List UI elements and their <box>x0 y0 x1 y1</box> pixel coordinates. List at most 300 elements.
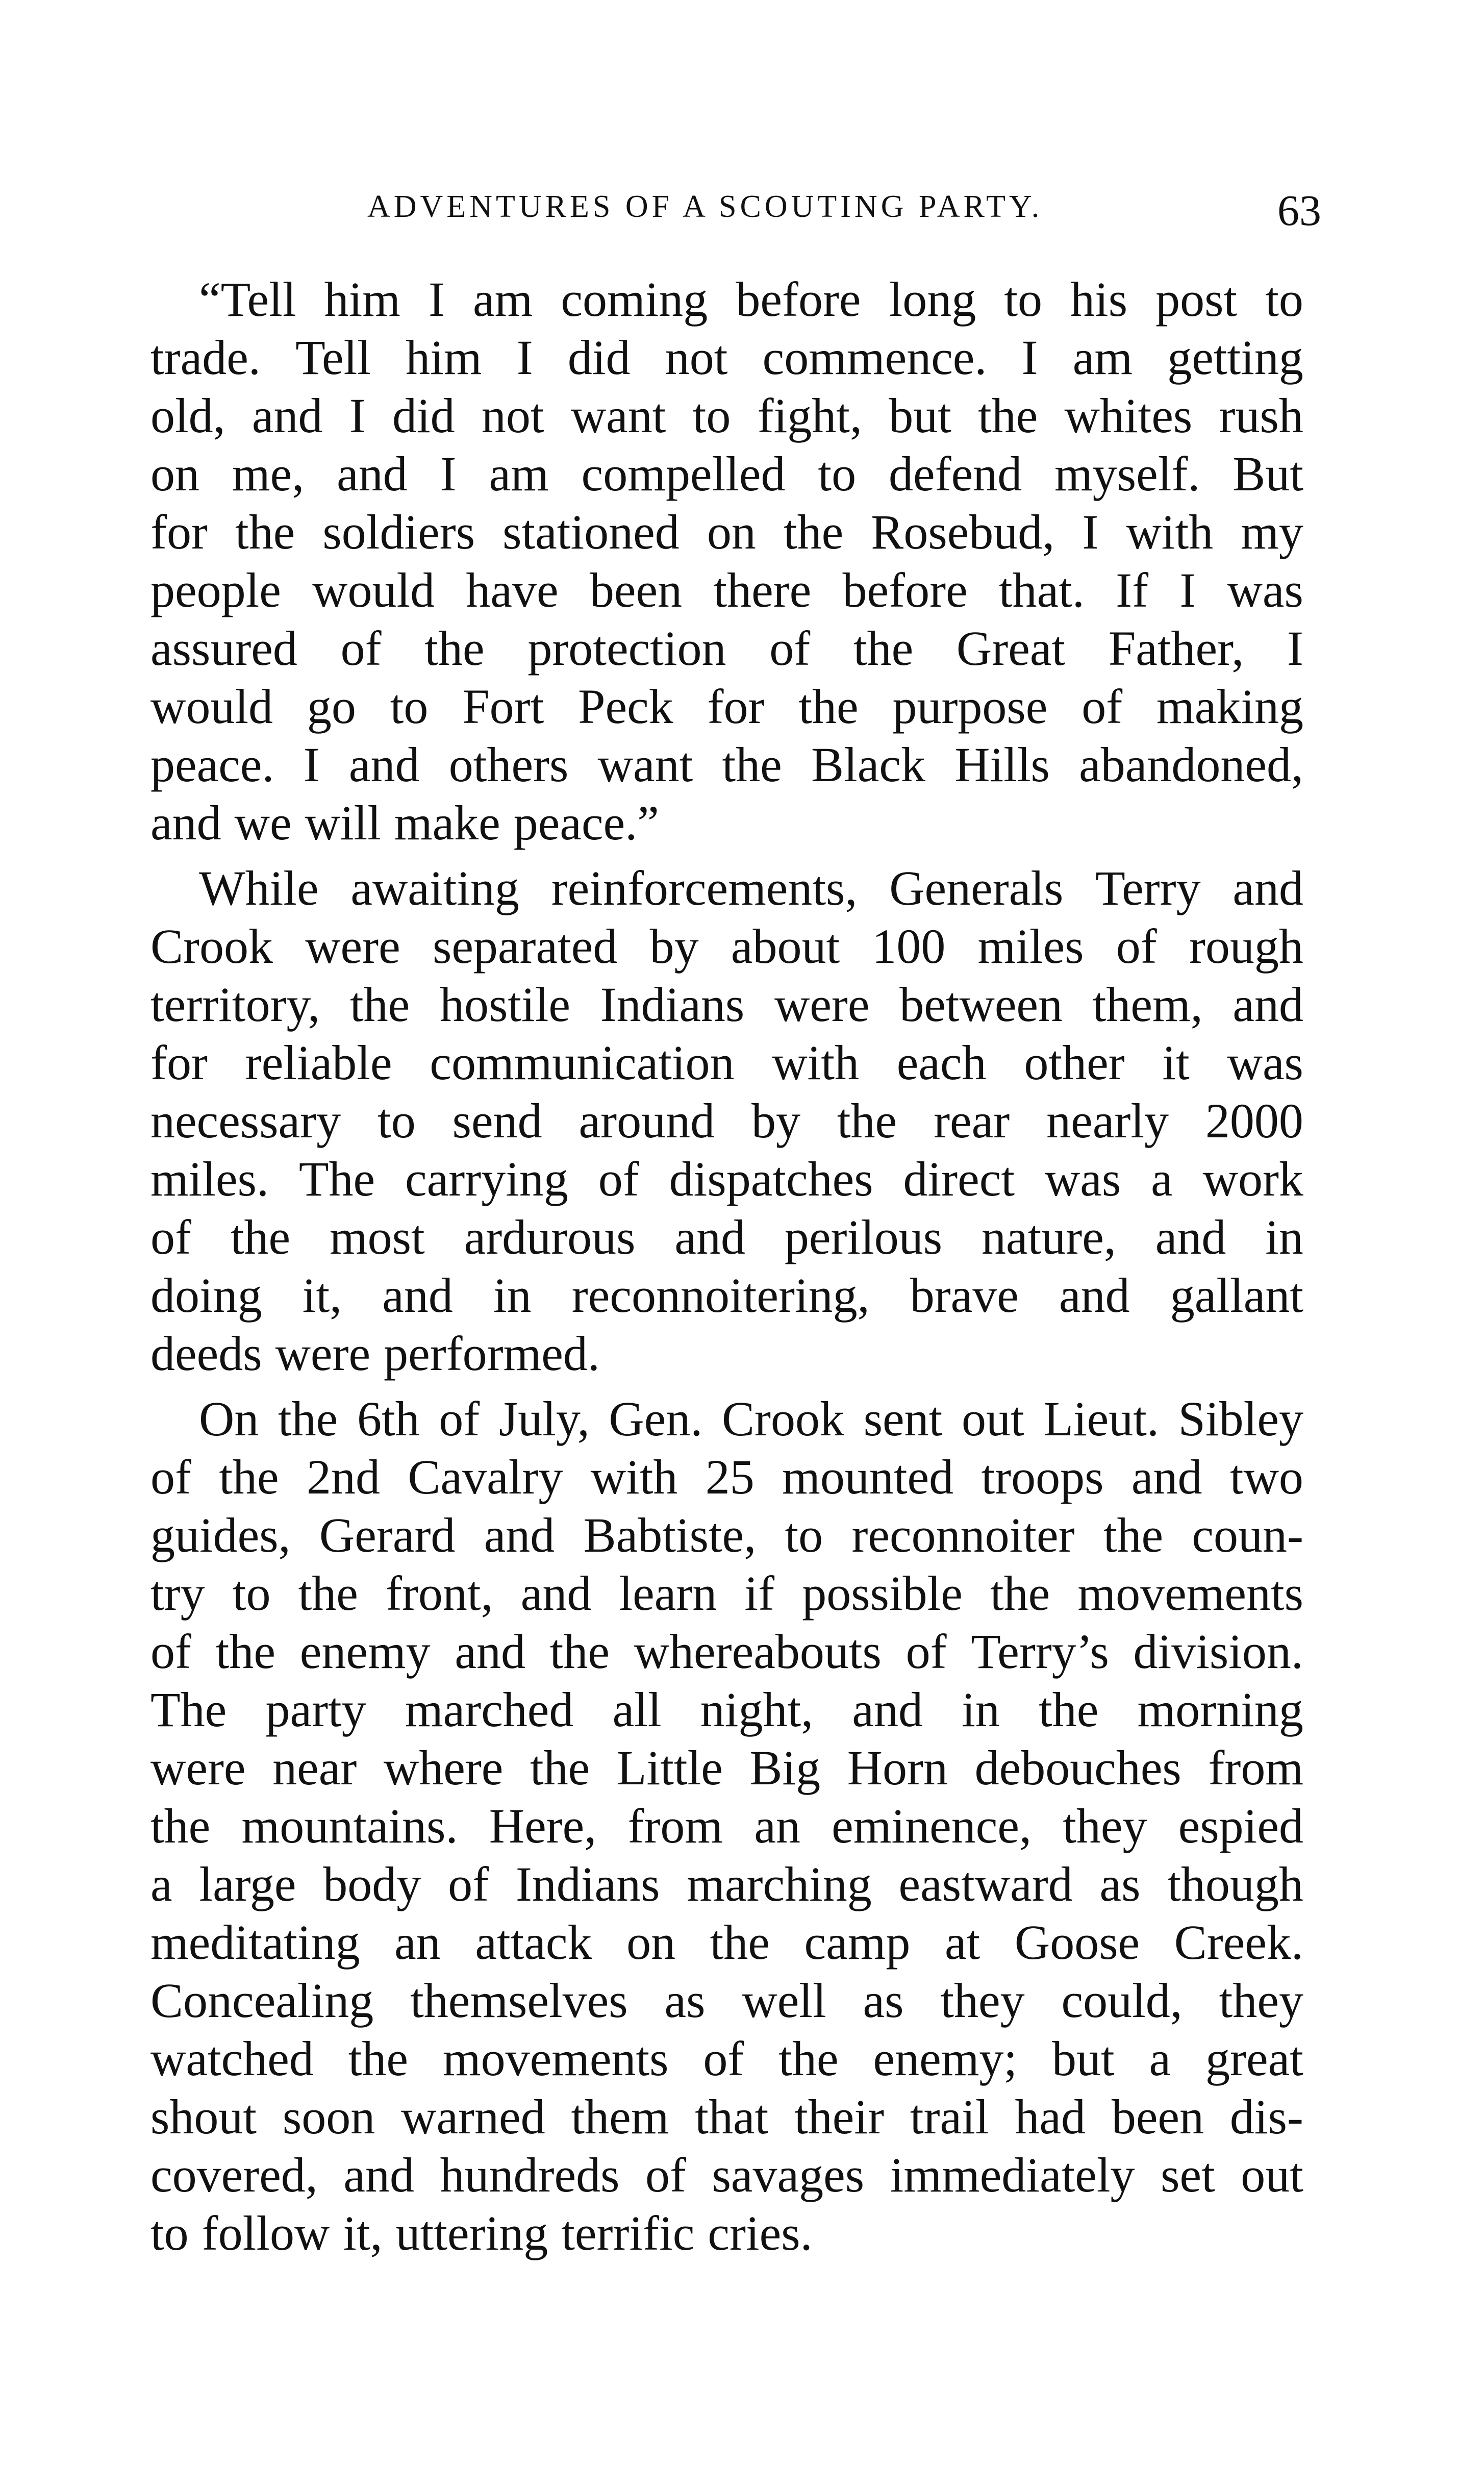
word: Goose <box>1014 1915 1140 1970</box>
word: Terry’s <box>971 1624 1109 1679</box>
word: Father, <box>1108 621 1244 676</box>
word: to <box>1004 272 1042 327</box>
word: it, <box>302 1268 342 1323</box>
body-text <box>150 270 1303 2262</box>
word: trade. <box>150 330 261 385</box>
word: it <box>1162 1035 1190 1090</box>
word: and <box>1155 1210 1226 1264</box>
text-line <box>150 1623 1303 1681</box>
text-line <box>150 1034 1303 1092</box>
word: the <box>853 621 914 676</box>
word: am <box>473 272 533 327</box>
word: of <box>1081 679 1123 734</box>
word: him <box>406 330 482 385</box>
word: whereabouts <box>634 1624 882 1679</box>
text-line <box>150 1855 1303 1913</box>
page-number: 63 <box>1277 186 1321 235</box>
word: the <box>530 1740 590 1795</box>
word: dis- <box>1229 2089 1303 2144</box>
word: Rosebud, <box>871 505 1055 559</box>
word: send <box>452 1093 542 1148</box>
word: brave <box>910 1268 1019 1323</box>
word: with <box>772 1035 859 1090</box>
word: Terry <box>1095 861 1201 915</box>
word: rear <box>934 1093 1010 1148</box>
word: commence. <box>762 330 987 385</box>
word: savages <box>712 2148 865 2202</box>
word: the <box>549 1624 610 1679</box>
word: in <box>1265 1210 1303 1264</box>
word: getting <box>1167 330 1303 385</box>
word: Indians <box>600 977 745 1032</box>
word: post <box>1155 272 1238 327</box>
word: a <box>1151 1152 1173 1206</box>
word: to <box>390 679 429 734</box>
word: did <box>392 388 455 443</box>
word: Little <box>616 1740 723 1795</box>
word: others <box>448 737 569 792</box>
text-line <box>150 1208 1303 1266</box>
word: coun- <box>1192 1508 1303 1562</box>
word: the <box>778 2031 839 2086</box>
word: that. <box>998 563 1085 617</box>
word: reinforcements, <box>551 861 858 915</box>
page-header <box>357 179 1321 235</box>
word: rough <box>1189 919 1303 974</box>
word: between <box>899 977 1063 1032</box>
word: watched <box>150 2031 314 2086</box>
word: go <box>307 679 356 734</box>
word: On <box>199 1391 259 1446</box>
word: his <box>1070 272 1128 327</box>
word: assured <box>150 621 297 676</box>
word: been <box>589 563 683 617</box>
word: for <box>150 505 208 559</box>
word: compelled <box>581 446 786 501</box>
word: there <box>713 563 812 617</box>
word: they <box>940 1973 1025 2028</box>
word: of <box>769 621 811 676</box>
word: and <box>348 737 420 792</box>
text-line <box>150 1506 1303 1564</box>
text-line <box>150 794 1303 852</box>
word: of <box>703 2031 744 2086</box>
text-line <box>150 2088 1303 2146</box>
text-line <box>150 859 1303 917</box>
word: enemy; <box>873 2031 1018 2086</box>
word: if <box>744 1566 775 1621</box>
word: themselves <box>410 1973 628 2028</box>
word: abandoned, <box>1079 737 1303 792</box>
text-line <box>150 387 1303 445</box>
word: enemy <box>299 1624 431 1679</box>
word: me, <box>232 446 305 501</box>
word: stationed <box>502 505 680 559</box>
word: Tell <box>295 330 371 385</box>
paragraph <box>150 1390 1303 2262</box>
word: 6th <box>357 1391 420 1446</box>
word: am <box>1072 330 1133 385</box>
word: awaiting <box>350 861 519 915</box>
word: to <box>1265 272 1303 327</box>
word: them <box>571 2089 669 2144</box>
word: performed. <box>384 1326 600 1381</box>
word: The <box>298 1152 375 1206</box>
word: division. <box>1133 1624 1303 1679</box>
word: out <box>1241 2148 1303 2202</box>
word: reconnoitering, <box>571 1268 870 1323</box>
word: of <box>645 2148 686 2202</box>
text-line <box>150 1564 1303 1623</box>
word: not <box>481 388 544 443</box>
word: of <box>906 1624 947 1679</box>
word: terrific <box>561 2206 695 2260</box>
text-line <box>150 2030 1303 2088</box>
text-line <box>150 1913 1303 1972</box>
word: Lieut. <box>1043 1391 1159 1446</box>
word: attack <box>475 1915 592 1970</box>
word: before <box>842 563 968 617</box>
word: night, <box>700 1682 814 1737</box>
word: Horn <box>847 1740 948 1795</box>
word: front, <box>385 1566 493 1621</box>
word: to <box>785 1508 823 1562</box>
word: Black <box>811 737 925 792</box>
word: Generals <box>889 861 1064 915</box>
word: gallant <box>1170 1268 1303 1323</box>
paragraph-gap <box>150 852 1303 859</box>
word: were <box>774 977 870 1032</box>
word: before <box>736 272 861 327</box>
word: I <box>516 330 533 385</box>
word: Crook <box>722 1391 845 1446</box>
word: I <box>1021 330 1038 385</box>
word: they <box>1219 1973 1303 2028</box>
word: the <box>424 621 485 676</box>
word: where <box>383 1740 504 1795</box>
word: Here, <box>489 1799 597 1853</box>
word: him <box>324 272 400 327</box>
word: protection <box>527 621 726 676</box>
word: all <box>612 1682 662 1737</box>
word: hostile <box>439 977 570 1032</box>
word: reconnoiter <box>851 1508 1075 1562</box>
word: I <box>303 737 320 792</box>
word: with <box>590 1450 678 1504</box>
word: Gen. <box>609 1391 703 1446</box>
word: long <box>889 272 976 327</box>
word: the <box>150 1799 211 1853</box>
word: to <box>232 1566 271 1621</box>
word: eminence, <box>832 1799 1032 1853</box>
word: purpose <box>892 679 1048 734</box>
word: I <box>1082 505 1099 559</box>
word: necessary <box>150 1093 341 1148</box>
text-line <box>150 1092 1303 1150</box>
word: as <box>863 1973 904 2028</box>
word: Gerard <box>319 1508 456 1562</box>
word: mounted <box>782 1450 954 1504</box>
word: about <box>731 919 840 974</box>
word: making <box>1156 679 1303 734</box>
word: whites <box>1064 388 1193 443</box>
word: great <box>1205 2031 1303 2086</box>
word: and <box>343 2148 414 2202</box>
word: guides, <box>150 1508 291 1562</box>
word: deeds <box>150 1326 262 1381</box>
word: 25 <box>705 1450 754 1504</box>
word: most <box>330 1210 425 1264</box>
text-line <box>150 1266 1303 1325</box>
word: the <box>1039 1682 1099 1737</box>
word: movements <box>1077 1566 1303 1621</box>
word: was <box>1227 1035 1303 1090</box>
text-line <box>150 736 1303 794</box>
word: 2000 <box>1205 1093 1303 1148</box>
word: peace.” <box>513 795 659 850</box>
word: Peck <box>578 679 673 734</box>
word: and <box>150 795 221 850</box>
word: that <box>695 2089 769 2144</box>
word: set <box>1161 2148 1215 2202</box>
running-head: ADVENTURES OF A SCOUTING PARTY. <box>367 189 1043 224</box>
word: and <box>1059 1268 1130 1323</box>
word: the <box>235 505 295 559</box>
word: soon <box>282 2089 375 2144</box>
word: they <box>1063 1799 1147 1853</box>
text-line <box>150 917 1303 976</box>
paragraph <box>150 859 1303 1383</box>
word: “Tell <box>199 272 296 327</box>
text-line <box>150 1739 1303 1797</box>
word: the <box>219 1450 279 1504</box>
word: mountains. <box>241 1799 458 1853</box>
word: learn <box>619 1566 717 1621</box>
text-line <box>150 1972 1303 2030</box>
word: try <box>150 1566 205 1621</box>
word: the <box>990 1566 1050 1621</box>
word: a <box>150 1857 172 1911</box>
text-line <box>150 678 1303 736</box>
word: a <box>1149 2031 1171 2086</box>
word: 100 <box>872 919 946 974</box>
word: the <box>798 679 859 734</box>
text-line <box>150 976 1303 1034</box>
word: the <box>278 1391 338 1446</box>
word: marched <box>405 1682 574 1737</box>
text-line <box>150 270 1303 329</box>
word: of <box>448 1857 489 1911</box>
word: people <box>150 563 281 617</box>
word: did <box>567 330 631 385</box>
word: been <box>1111 2089 1204 2144</box>
word: the <box>837 1093 897 1148</box>
word: want <box>597 737 693 792</box>
word: an <box>754 1799 800 1853</box>
paragraph <box>150 270 1303 852</box>
word: as <box>664 1973 706 2028</box>
word: want <box>570 388 666 443</box>
word: were <box>150 1740 246 1795</box>
word: ardurous <box>464 1210 636 1264</box>
word: the <box>350 977 410 1032</box>
word: Big <box>749 1740 821 1795</box>
word: I <box>428 272 445 327</box>
word: the <box>722 737 782 792</box>
word: am <box>489 446 549 501</box>
text-line <box>150 503 1303 561</box>
word: Crook <box>150 919 273 974</box>
word: and <box>455 1624 525 1679</box>
word: to <box>150 2206 189 2260</box>
word: the <box>215 1624 275 1679</box>
word: and <box>1233 861 1303 915</box>
word: but <box>1051 2031 1115 2086</box>
word: body <box>323 1857 421 1911</box>
word: The <box>150 1682 227 1737</box>
word: camp <box>804 1915 911 1970</box>
word: I <box>440 446 457 501</box>
word: old, <box>150 388 225 443</box>
word: from <box>627 1799 723 1853</box>
word: in <box>493 1268 532 1323</box>
word: to <box>818 446 857 501</box>
word: While <box>199 861 319 915</box>
word: Cavalry <box>408 1450 563 1504</box>
word: near <box>272 1740 357 1795</box>
word: and <box>382 1268 453 1323</box>
word: work <box>1202 1152 1303 1206</box>
word: I <box>349 388 366 443</box>
word: and <box>1233 977 1303 1032</box>
word: on <box>707 505 756 559</box>
text-line <box>150 2204 1303 2262</box>
word: party <box>265 1682 366 1737</box>
word: the <box>348 2031 409 2086</box>
text-line <box>150 2146 1303 2204</box>
word: of <box>150 1210 191 1264</box>
word: communication <box>430 1035 735 1090</box>
word: warned <box>401 2089 545 2144</box>
word: from <box>1208 1740 1303 1795</box>
word: out <box>962 1391 1024 1446</box>
word: not <box>665 330 728 385</box>
word: the <box>1103 1508 1164 1562</box>
word: other <box>1024 1035 1125 1090</box>
word: eastward <box>898 1857 1073 1911</box>
word: would <box>312 563 435 617</box>
text-line <box>150 1150 1303 1208</box>
word: possible <box>802 1566 963 1621</box>
word: fight, <box>757 388 862 443</box>
word: will <box>305 795 381 850</box>
word: soldiers <box>322 505 475 559</box>
word: with <box>1126 505 1214 559</box>
word: cries. <box>708 2206 813 2260</box>
word: and <box>337 446 408 501</box>
word: separated <box>432 919 618 974</box>
text-line <box>150 619 1303 678</box>
word: I <box>1179 563 1196 617</box>
word: Sibley <box>1178 1391 1303 1446</box>
word: each <box>896 1035 987 1090</box>
word: two <box>1229 1450 1303 1504</box>
word: July, <box>498 1391 590 1446</box>
word: were <box>305 919 400 974</box>
word: the <box>230 1210 291 1264</box>
text-line <box>150 1325 1303 1383</box>
word: defend <box>889 446 1022 501</box>
word: nature, <box>982 1210 1116 1264</box>
text-line <box>150 1448 1303 1506</box>
word: have <box>466 563 559 617</box>
word: the <box>978 388 1038 443</box>
word: doing <box>150 1268 262 1323</box>
word: in <box>962 1682 1000 1737</box>
word: at <box>945 1915 980 1970</box>
word: to <box>692 388 731 443</box>
word: rush <box>1219 388 1303 443</box>
word: my <box>1241 505 1303 559</box>
word: the <box>710 1915 770 1970</box>
word: Concealing <box>150 1973 374 2028</box>
word: and <box>852 1682 923 1737</box>
word: had <box>1015 2089 1086 2144</box>
word: shout <box>150 2089 257 2144</box>
word: follow <box>202 2206 330 2260</box>
word: coming <box>561 272 708 327</box>
word: though <box>1167 1857 1303 1911</box>
word: reliable <box>245 1035 392 1090</box>
word: we <box>234 795 292 850</box>
word: meditating <box>150 1915 360 1970</box>
word: I <box>1287 621 1303 676</box>
word: trail <box>910 2089 989 2144</box>
word: on <box>626 1915 676 1970</box>
word: by <box>649 919 699 974</box>
word: of <box>1116 919 1157 974</box>
word: territory, <box>150 977 320 1032</box>
word: of <box>150 1624 191 1679</box>
word: Creek. <box>1174 1915 1303 1970</box>
word: for <box>150 1035 208 1090</box>
word: of <box>340 621 382 676</box>
word: Great <box>956 621 1066 676</box>
text-line <box>150 445 1303 503</box>
word: hundreds <box>440 2148 620 2202</box>
word: peace. <box>150 737 274 792</box>
word: dispatches <box>669 1152 873 1206</box>
word: them, <box>1092 977 1203 1032</box>
word: covered, <box>150 2148 318 2202</box>
word: for <box>707 679 765 734</box>
word: myself. <box>1054 446 1200 501</box>
word: on <box>150 446 199 501</box>
word: debouches <box>974 1740 1181 1795</box>
word: morning <box>1137 1682 1303 1737</box>
text-line <box>150 1681 1303 1739</box>
word: were <box>275 1326 371 1381</box>
word: movements <box>442 2031 669 2086</box>
word: as <box>1099 1857 1141 1911</box>
word: large <box>199 1857 296 1911</box>
word: well <box>742 1973 826 2028</box>
word: But <box>1233 446 1303 501</box>
text-line <box>150 1797 1303 1855</box>
word: perilous <box>784 1210 943 1264</box>
word: nearly <box>1046 1093 1169 1148</box>
paragraph-gap <box>150 1383 1303 1390</box>
